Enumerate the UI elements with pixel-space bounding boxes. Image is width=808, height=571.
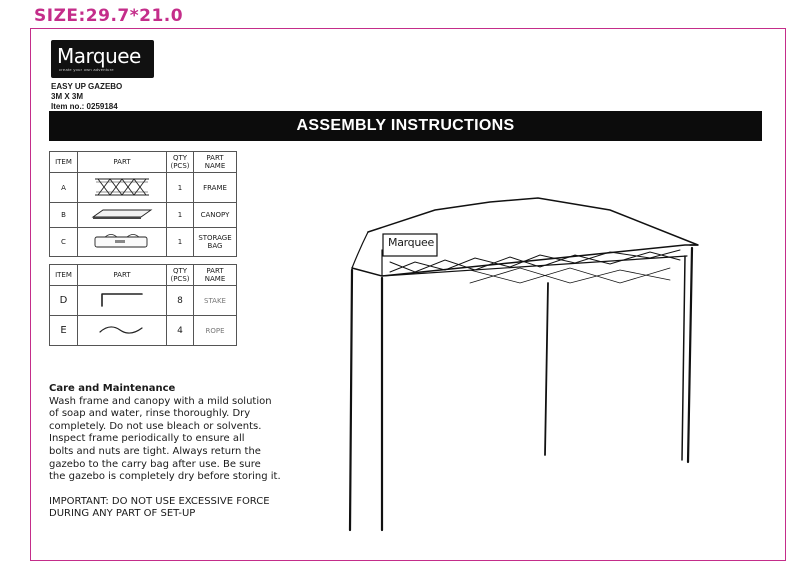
canopy-icon — [78, 203, 167, 228]
table-row — [50, 286, 237, 316]
product-item-number: Item no.: 0259184 — [51, 102, 118, 111]
qty-value: 8 — [167, 286, 194, 316]
rope-icon — [78, 316, 167, 346]
product-dimensions: 3M X 3M — [51, 92, 84, 101]
item-letter: C — [50, 228, 78, 257]
header-part-name — [194, 265, 237, 286]
care-line: bolts and nuts are tight. Always return the — [49, 445, 261, 457]
parts-table-2 — [49, 264, 237, 346]
page-size-label: SIZE:29.7*21.0 — [34, 6, 184, 26]
qty-value: 1 — [167, 173, 194, 203]
table-row — [50, 173, 237, 203]
brand-logo-text: Marquee — [57, 44, 141, 68]
header-name-line2: NAME — [204, 162, 226, 170]
part-name: CANOPY — [194, 203, 237, 228]
qty-value: 4 — [167, 316, 194, 346]
storage-bag-icon — [78, 228, 167, 257]
header-qty-line2: (PCS) — [170, 162, 190, 170]
parts-table-1 — [49, 151, 237, 257]
table-row — [50, 316, 237, 346]
part-name: STAKE — [194, 286, 237, 316]
part-name-line1: STORAGE — [198, 234, 232, 242]
product-info — [51, 82, 122, 112]
qty-value: 1 — [167, 228, 194, 257]
product-name: EASY UP GAZEBO — [51, 82, 123, 91]
part-name: FRAME — [194, 173, 237, 203]
item-letter: A — [50, 173, 78, 203]
header-part: PART — [78, 152, 167, 173]
qty-value: 1 — [167, 203, 194, 228]
header-name-line1: PART — [206, 154, 224, 162]
item-letter: E — [50, 316, 78, 346]
important-warning — [49, 496, 281, 521]
header-qty — [167, 265, 194, 286]
care-line: Wash frame and canopy with a mild solution — [49, 395, 272, 407]
gazebo-logo: Marquee — [388, 236, 434, 249]
brand-tagline: create your own adventure — [59, 67, 114, 72]
table-header-row — [50, 265, 237, 286]
care-line: completely. Do not use bleach or solvents. — [49, 420, 262, 432]
header-item: ITEM — [50, 265, 78, 286]
care-text — [49, 396, 281, 484]
part-name: ROPE — [194, 316, 237, 346]
care-maintenance-section — [49, 383, 281, 521]
header-part-name — [194, 152, 237, 173]
table-row — [50, 203, 237, 228]
care-line: Inspect frame periodically to ensure all — [49, 433, 245, 445]
item-letter: B — [50, 203, 78, 228]
header-part: PART — [78, 265, 167, 286]
part-name-line2: BAG — [207, 242, 223, 250]
header-qty-line2: (PCS) — [170, 275, 190, 283]
gazebo-illustration — [320, 190, 720, 545]
important-line: DURING ANY PART OF SET-UP — [49, 508, 196, 520]
care-line: the gazebo is completely dry before storing it. — [49, 471, 281, 483]
care-heading: Care and Maintenance — [49, 383, 176, 394]
header-qty-line1: QTY — [172, 154, 188, 162]
brand-logo — [51, 40, 154, 78]
part-name — [194, 228, 237, 257]
table-header-row — [50, 152, 237, 173]
care-line: gazebo to the carry bag after use. Be sure — [49, 458, 261, 470]
table-row — [50, 228, 237, 257]
header-name-line2: NAME — [204, 275, 226, 283]
item-letter: D — [50, 286, 78, 316]
stake-icon — [78, 286, 167, 316]
care-line: of soap and water, rinse thoroughly. Dry — [49, 408, 251, 420]
header-qty — [167, 152, 194, 173]
important-line: IMPORTANT: DO NOT USE EXCESSIVE FORCE — [49, 495, 270, 507]
header-item: ITEM — [50, 152, 78, 173]
header-name-line1: PART — [206, 267, 224, 275]
page-title: ASSEMBLY INSTRUCTIONS — [49, 111, 762, 141]
frame-icon — [78, 173, 167, 203]
header-qty-line1: QTY — [172, 267, 188, 275]
